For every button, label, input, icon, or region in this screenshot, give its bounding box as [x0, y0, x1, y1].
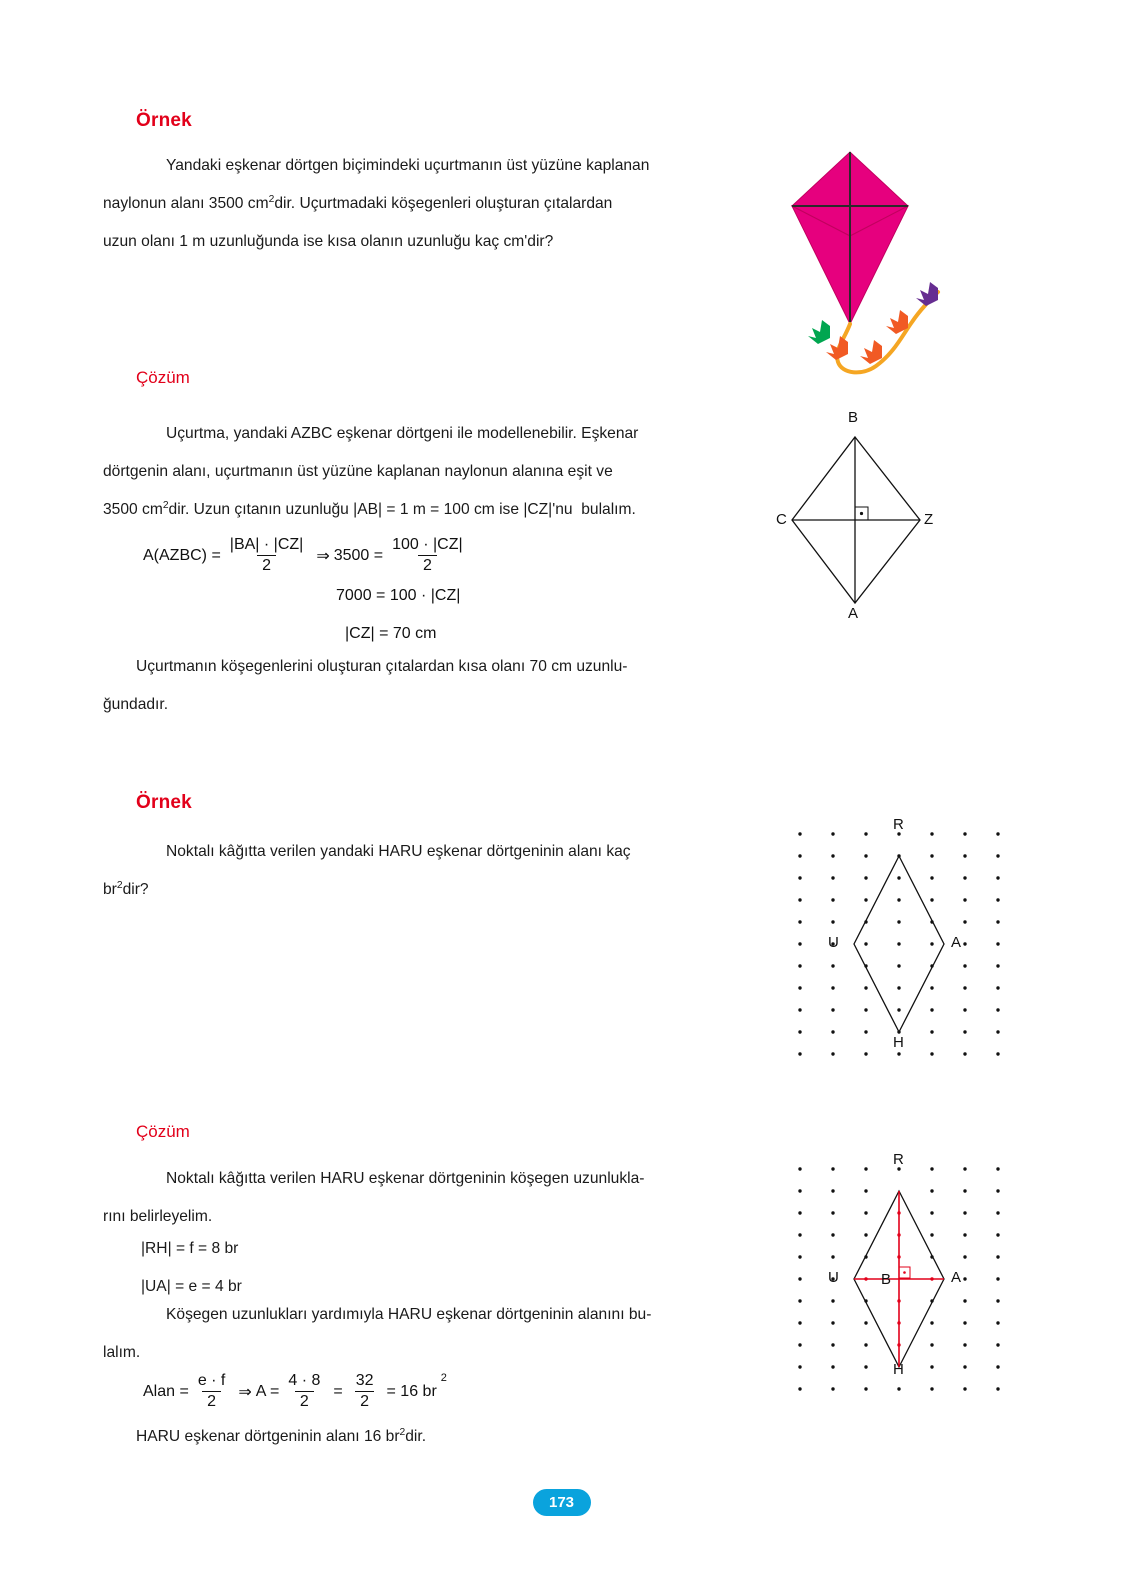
- page-number: 173: [533, 1489, 591, 1516]
- formula-alan-frac-2: [283, 1372, 325, 1411]
- cozum-2-line-3: [136, 1296, 764, 1334]
- measure-ua: |UA| = e = 4 br: [141, 1278, 242, 1295]
- formula-azbc-line2-text: 7000 = 100 · |CZ|: [336, 587, 461, 604]
- formula-alan-frac-1-num: e · f: [197, 1372, 226, 1389]
- dotted-paper-haru-diagonals-figure: [792, 1151, 1004, 1403]
- cozum-1-closing-2: [103, 686, 778, 724]
- ornek-1-line-2: naylonun alanı 3500 $cm^2dir$. Uçurtmadaki köşegenleri oluşturan çıtalardan: [103, 193, 613, 212]
- cozum-1-closing-text-2: ğundadır.: [103, 696, 169, 713]
- cozum-1-line-3: 3500 $cm^2dir$. Uzun çıtanın uzunluğu |AB| = 1 m = 100 cm ise |CZ|'nu bulalım.: [103, 499, 636, 518]
- dotted2-figure-label-b: B: [881, 1271, 892, 1288]
- formula-azbc-frac-1: [225, 536, 309, 575]
- ornek-1-line-1: [136, 147, 778, 185]
- ornek-1-text-3: uzun olanı 1 m uzunluğunda ise kısa olanın uzunluğu kaç cm'dir?: [103, 233, 554, 250]
- cozum-1-closing-text-1: Uçurtmanın köşegenlerini oluşturan çıtalardan kısa olanı 70 cm uzunlu-: [136, 658, 628, 675]
- ornek-2-line-2: $br^2dir$?: [103, 879, 149, 898]
- formula-azbc-line-3: [345, 625, 436, 643]
- dotted-figure-label-h: H: [893, 1034, 904, 1051]
- section-subheading-cozum-1: Çözüm: [136, 368, 190, 387]
- formula-azbc-line-2: [336, 587, 460, 605]
- cozum-1-line-2: [103, 453, 778, 491]
- formula-azbc-frac-2-num: 100 · |CZ|: [392, 536, 463, 553]
- cozum-1-closing-1: [136, 648, 781, 686]
- cozum-2-closing: HARU eşkenar dörtgeninin alanı 16 $br^2dir$.: [136, 1426, 427, 1445]
- measure-rh: |RH| = f = 8 br: [141, 1240, 239, 1257]
- formula-alan-frac-3: [351, 1372, 379, 1411]
- ornek-2-text-1: Noktalı kâğıtta verilen yandaki HARU eşkenar dörtgeninin alanı kaç: [166, 843, 631, 860]
- formula-azbc-arrow: ⇒: [316, 547, 330, 565]
- formula-alan-frac-1-den: 2: [202, 1391, 221, 1411]
- figure-label-z: Z: [924, 511, 934, 528]
- dotted2-figure-label-a: A: [951, 1269, 962, 1286]
- section-heading-ornek-2: Örnek: [136, 792, 192, 813]
- ornek-2-line-1: [136, 833, 736, 871]
- cozum-2-text-1: Noktalı kâğıtta verilen HARU eşkenar dörtgeninin köşegen uzunlukla-: [166, 1170, 645, 1187]
- cozum-2-text-3: Köşegen uzunlukları yardımıyla HARU eşkenar dörtgeninin alanını bu-: [166, 1306, 652, 1323]
- dotted2-figure-label-r: R: [893, 1151, 904, 1168]
- dotted-paper-haru-figure: [792, 816, 1004, 1068]
- cozum-1-text-2: dörtgenin alanı, uçurtmanın üst yüzüne kaplanan naylonun alanına eşit ve: [103, 463, 613, 480]
- formula-azbc-mid: 3500 =: [333, 546, 384, 564]
- formula-azbc-line-1: [143, 536, 472, 575]
- formula-alan-mid: A =: [255, 1382, 280, 1400]
- cozum-2-line-1: [136, 1160, 761, 1198]
- formula-alan-eq-2: = 16 br: [386, 1382, 437, 1400]
- formula-alan-frac-1: [193, 1372, 231, 1411]
- formula-alan-arrow: ⇒: [238, 1383, 252, 1401]
- ornek-1-line-3: [103, 223, 778, 261]
- formula-alan-eq-1: =: [333, 1382, 343, 1400]
- formula-azbc-frac-1-num: |BA| · |CZ|: [229, 536, 304, 553]
- figure-label-b: B: [848, 409, 859, 426]
- formula-azbc-frac-1-den: 2: [257, 555, 276, 575]
- figure-label-a: A: [848, 605, 859, 622]
- kite-illustration: [790, 140, 970, 385]
- dotted2-figure-label-u: U: [828, 1269, 839, 1286]
- formula-azbc-lhs: A(AZBC) =: [143, 546, 221, 564]
- formula-azbc-frac-2: [387, 536, 468, 575]
- cozum-1-line-1: [136, 415, 776, 453]
- cozum-2-text-4: lalım.: [103, 1344, 141, 1361]
- dotted2-figure-label-h: H: [893, 1361, 904, 1378]
- dotted-figure-label-a: A: [951, 934, 962, 951]
- cozum-2-line-4: [103, 1334, 763, 1372]
- section-subheading-cozum-2: Çözüm: [136, 1122, 190, 1141]
- formula-azbc-frac-2-den: 2: [418, 555, 437, 575]
- formula-alan-frac-2-num: 4 · 8: [288, 1372, 321, 1389]
- formula-alan-lhs: Alan =: [143, 1382, 189, 1400]
- formula-alan: Alan = $\frac{e \cdot f}{2}$ ⇒ A = $\frac{4 \cdot 8}{2}$ = $\frac{32}{2}$ = 16 br 2: [143, 1372, 447, 1410]
- formula-alan-frac-3-den: 2: [355, 1391, 374, 1411]
- formula-azbc-line3-text: |CZ| = 70 cm: [345, 625, 437, 642]
- figure-label-c: C: [776, 511, 787, 528]
- dotted-figure-label-u: U: [828, 934, 839, 951]
- ornek-1-text-1: Yandaki eşkenar dörtgen biçimindeki uçurtmanın üst yüzüne kaplanan: [166, 157, 650, 174]
- section-heading-ornek-1: Örnek: [136, 110, 192, 131]
- cozum-2-text-2: rını belirleyelim.: [103, 1208, 213, 1225]
- formula-alan-frac-2-den: 2: [295, 1391, 314, 1411]
- formula-alan-frac-3-num: 32: [355, 1372, 374, 1389]
- cozum-2-line-2: [103, 1198, 763, 1236]
- cozum-1-text-1: Uçurtma, yandaki AZBC eşkenar dörtgeni ile modellenebilir. Eşkenar: [166, 425, 639, 442]
- dotted-figure-label-r: R: [893, 816, 904, 833]
- rhombus-azbc-figure: [776, 409, 960, 625]
